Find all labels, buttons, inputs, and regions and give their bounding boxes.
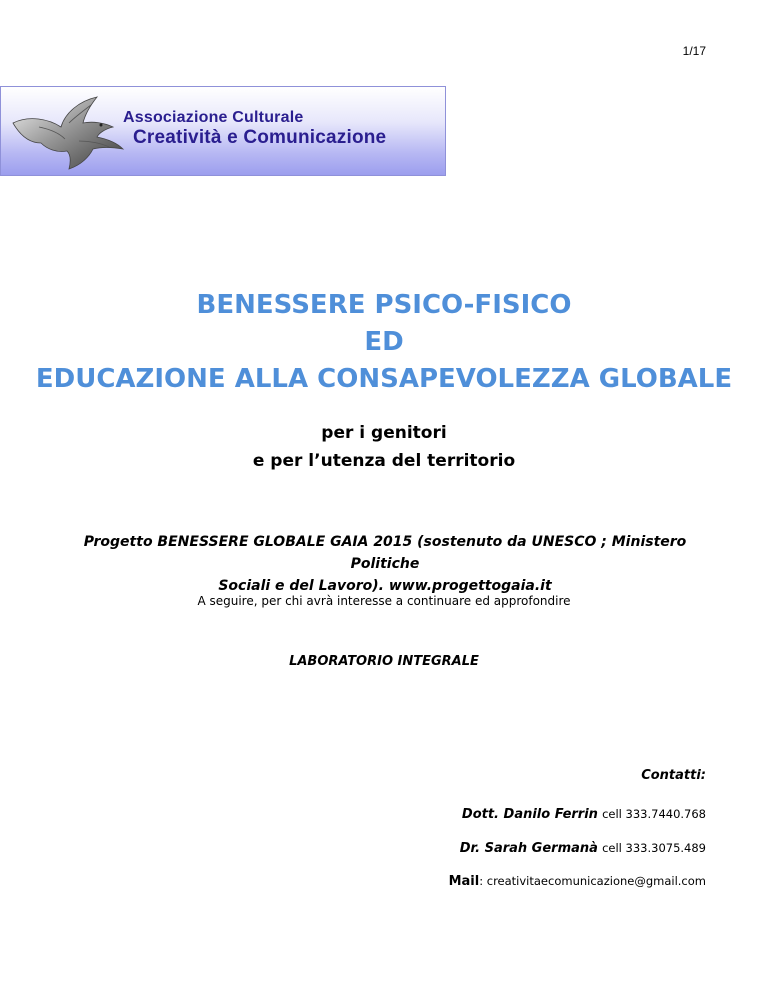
title-line1: BENESSERE PSICO-FISICO	[196, 290, 572, 320]
subtitle-line1: per i genitori	[321, 423, 447, 443]
contact-person1-phone: cell 333.7440.768	[602, 807, 706, 821]
mail-label: Mail	[448, 874, 480, 889]
title-line3: EDUCAZIONE ALLA CONSAPEVOLEZZA GLOBALE	[35, 364, 733, 394]
contact-mail	[449, 874, 706, 889]
contact-person2-name: Dr. Sarah Germanà	[459, 841, 598, 856]
subtitle-line2: e per l’utenza del territorio	[252, 451, 516, 471]
contact-person2-phone: cell 333.3075.489	[602, 841, 706, 855]
title-line2: ED	[364, 327, 404, 357]
association-logo-banner	[0, 86, 446, 176]
follow-text: A seguire, per chi avrà interesse a continuare ed approfondire	[197, 594, 571, 608]
logo-line1: Associazione Culturale	[123, 109, 304, 126]
contacts-heading: Contatti:	[641, 768, 706, 783]
project-line2: Sociali e del Lavoro). www.progettogaia.it	[218, 578, 552, 594]
project-line1: Progetto BENESSERE GLOBALE GAIA 2015 (sostenuto da UNESCO ; Ministero Politiche	[83, 534, 687, 572]
project-description	[60, 531, 710, 597]
logo-line2: Creatività e Comunicazione	[133, 127, 387, 148]
page-number: 1/17	[682, 44, 706, 58]
lab-title: LABORATORIO INTEGRALE	[289, 654, 479, 669]
contact-person1	[462, 807, 706, 822]
contact-person1-name: Dott. Danilo Ferrin	[461, 807, 598, 822]
eagle-icon	[9, 93, 127, 173]
mail-address: : creativitaecomunicazione@gmail.com	[479, 874, 706, 888]
contact-person2	[460, 841, 706, 856]
